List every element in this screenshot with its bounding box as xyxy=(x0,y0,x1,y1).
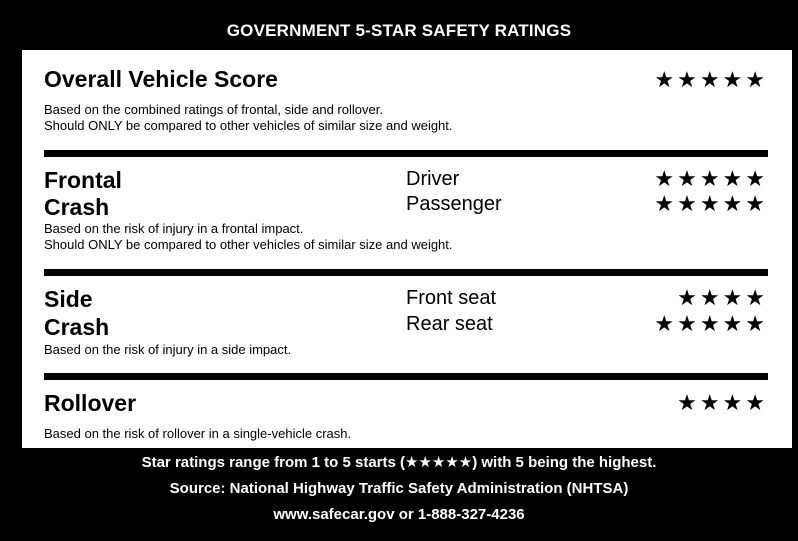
frontal-driver-stars: ★★★★★ xyxy=(654,166,768,191)
rollover-title: Rollover xyxy=(44,390,137,416)
section-divider xyxy=(44,150,768,157)
side-front-seat-label: Front seat xyxy=(406,287,497,309)
frontal-section xyxy=(44,166,768,270)
frontal-desc-line1: Based on the risk of injury in a frontal impact. xyxy=(44,221,304,236)
rollover-section xyxy=(44,389,768,447)
frontal-driver-label: Driver xyxy=(406,168,460,190)
frontal-passenger-stars: ★★★★★ xyxy=(654,191,768,216)
ratings-panel xyxy=(22,50,792,448)
side-rear-seat-stars: ★★★★★ xyxy=(654,311,768,336)
overall-title: Overall Vehicle Score xyxy=(44,66,278,92)
overall-desc-line2: Should ONLY be compared to other vehicles of similar size and weight. xyxy=(44,118,453,133)
rollover-stars: ★★★★ xyxy=(677,390,768,415)
footer-contact: www.safecar.gov or 1-888-327-4236 xyxy=(273,506,525,523)
side-title-line1: Side xyxy=(44,286,93,312)
overall-stars: ★★★★★ xyxy=(654,67,768,92)
header-title: GOVERNMENT 5-STAR SAFETY RATINGS xyxy=(226,21,572,40)
side-front-seat-stars: ★★★★ xyxy=(677,285,768,310)
frontal-title-line1: Frontal xyxy=(44,167,122,193)
section-divider xyxy=(44,373,768,380)
label-header xyxy=(0,0,798,50)
frontal-title-line2: Crash xyxy=(44,194,110,220)
frontal-desc-line2: Should ONLY be compared to other vehicles of similar size and weight. xyxy=(44,237,453,252)
rollover-desc-line1: Based on the risk of rollover in a single-vehicle crash. xyxy=(44,426,352,441)
overall-section xyxy=(44,64,768,150)
side-rear-seat-label: Rear seat xyxy=(406,313,493,335)
footer-star-range: Star ratings range from 1 to 5 starts (★★★★★) with 5 being the highest. xyxy=(141,454,657,471)
footer-source: Source: National Highway Traffic Safety Administration (NHTSA) xyxy=(169,480,629,497)
frontal-passenger-label: Passenger xyxy=(406,193,502,215)
side-title-line2: Crash xyxy=(44,314,110,340)
overall-desc-line1: Based on the combined ratings of frontal, side and rollover. xyxy=(44,102,383,117)
side-section xyxy=(44,285,768,375)
section-divider xyxy=(44,269,768,276)
side-desc-line1: Based on the risk of injury in a side impact. xyxy=(44,342,292,357)
